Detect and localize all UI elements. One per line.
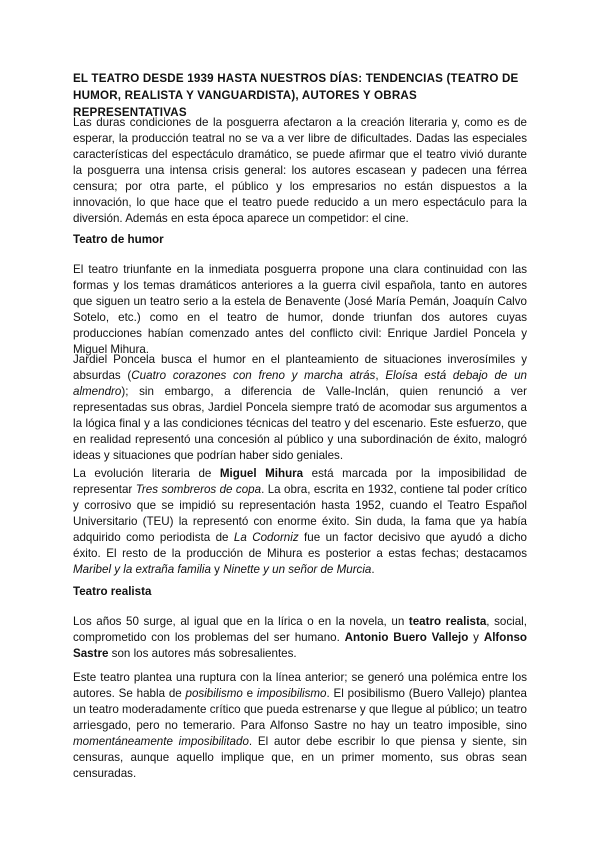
author-name: Miguel Mihura <box>219 467 304 480</box>
work-title: Tres sombreros de copa <box>135 483 262 496</box>
work-title: Maribel y la extraña familia <box>73 563 211 576</box>
work-title: Cuatro corazones con freno y marcha atrás <box>131 369 376 382</box>
concept-term: momentáneamente imposibilitado <box>73 735 249 748</box>
humor-paragraph-1: El teatro triunfante en la inmediata posguerra propone una clara continuidad con las formas y los temas dramáticos anteriores a la guerra civil española, tanto en autores que siguen un teatro serio a la estela de Benavente (José María Pemán, Joaquín Calvo Sotelo, etc.) como en el teatro de humor, donde triunfan dos autores cuyas producciones habían comenzado antes del conflicto civil: Enrique Jardiel Poncela y Miguel Mihura. <box>73 263 527 356</box>
text-span: , social, comprometido con los problemas del ser humano. <box>73 615 527 644</box>
section-heading-humor: Teatro de humor <box>73 233 164 246</box>
text-span: , <box>375 369 386 382</box>
realista-paragraph-1 <box>73 614 527 662</box>
publication-title: La Codorniz <box>233 531 299 544</box>
text-span: La evolución literaria de <box>73 467 220 480</box>
text-span: . La obra, escrita en 1932, contiene tal poder crítico y corrosivo que se impidió su representación hasta 1952, cuando el Teatro Español Universitario (TEU) la representó con enorme éxito. Sin duda, la fama que ya había adquirido como periodista de <box>73 483 527 544</box>
realista-paragraph-2 <box>73 670 527 782</box>
document-title: EL TEATRO DESDE 1939 HASTA NUESTROS DÍAS: TENDENCIAS (TEATRO DE HUMOR, REALISTA Y VANGUARDISTA), AUTORES Y OBRAS REPRESENTATIVAS <box>73 72 519 119</box>
author-name: Antonio Buero Vallejo <box>344 631 469 644</box>
text-span: son los autores más sobresalientes. <box>108 647 297 660</box>
concept-term: imposibilismo <box>256 687 327 700</box>
author-name: Alfonso Sastre <box>73 631 527 660</box>
text-span: y <box>468 631 484 644</box>
text-span: e <box>242 687 257 700</box>
text-span: Este teatro plantea una ruptura con la línea anterior; se generó una polémica entre los autores. Se habla de <box>73 671 527 700</box>
text-span: y <box>210 563 224 576</box>
highlight-term: teatro realista <box>408 615 487 628</box>
text-span: ); sin embargo, a diferencia de Valle-Inclán, quien renunció a ver representadas sus obras, Jardiel Poncela siempre trató de acomodar sus argumentos a la lógica final y a las condiciones técnicas del teatro y del escenario. Este esfuerzo, que en realidad representó una concesión al público y una subordinación de éxito, malogró ideas y situaciones que podrían haber sido geniales. <box>73 385 527 462</box>
humor-paragraph-3 <box>73 466 527 578</box>
section-heading-realista: Teatro realista <box>73 585 152 598</box>
intro-paragraph: Las duras condiciones de la posguerra afectaron a la creación literaria y, como es de esperar, la producción teatral no se va a ver libre de dificultades. Dadas las especiales características del espectáculo dramático, se puede afirmar que el teatro vivió durante la posguerra una intensa crisis general: los autores escasean y padecen una férrea censura; por otra parte, el público y los empresarios no están dispuestos a la innovación, lo que hace que el teatro puede reducido a un mero espectáculo para la diversión. Además en esta época aparece un competidor: el cine. <box>73 116 527 225</box>
text-span: . <box>371 563 375 576</box>
text-span: está marcada por la imposibilidad de representar <box>73 467 528 496</box>
text-span: fue un factor decisivo que ayudó a dicho éxito. El resto de la producción de Mihura es posterior a estas fechas; destacamos <box>73 531 527 560</box>
text-span: . El autor debe escribir lo que piensa y siente, sin censuras, aunque aquello implique que, en un primer momento, sus obras sean censuradas. <box>73 735 527 780</box>
text-span: Jardiel Poncela busca el humor en el planteamiento de situaciones inverosímiles y absurdas ( <box>73 353 527 382</box>
work-title: Ninette y un señor de Murcia <box>223 563 372 576</box>
text-span: . El posibilismo (Buero Vallejo) plantea un teatro moderadamente crítico que pueda estrenarse y que llegue al público; un teatro arriesgado, pero no temerario. Para Alfonso Sastre no hay un teatro imposible, sino <box>73 687 527 732</box>
concept-term: posibilismo <box>185 687 243 700</box>
text-span: Los años 50 surge, al igual que en la lírica o en la novela, un <box>73 615 409 628</box>
humor-paragraph-2 <box>73 352 527 464</box>
work-title: Eloísa está debajo de un almendro <box>73 369 527 398</box>
